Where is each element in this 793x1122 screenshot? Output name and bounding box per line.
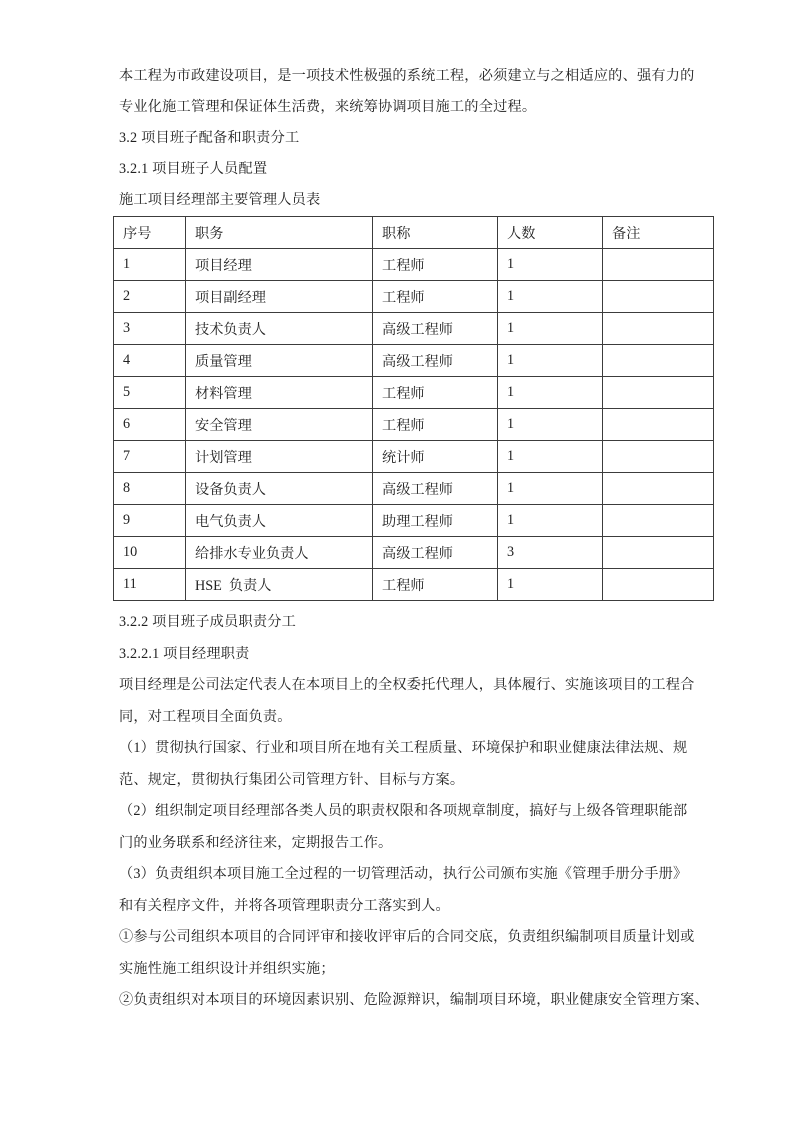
- table-cell: 工程师: [373, 281, 498, 313]
- table-cell: 高级工程师: [373, 345, 498, 377]
- table-row: [114, 441, 714, 473]
- table-cell: 11: [114, 569, 186, 601]
- table-cell: 设备负责人: [186, 473, 373, 505]
- table-cell: 计划管理: [186, 441, 373, 473]
- table-cell: 1: [498, 441, 603, 473]
- table-cell: [603, 441, 714, 473]
- table-header-cell: 职称: [373, 217, 498, 249]
- heading-line: 3.2.1 项目班子人员配置: [119, 161, 268, 177]
- table-cell: 10: [114, 537, 186, 569]
- table-cell: 工程师: [373, 569, 498, 601]
- table-row: [114, 313, 714, 345]
- table-cell: [603, 345, 714, 377]
- text-blocks-top: [0, 0, 793, 216]
- table-row: [114, 505, 714, 537]
- table-cell: [603, 473, 714, 505]
- table-cell: 电气负责人: [186, 505, 373, 537]
- table-cell: 4: [114, 345, 186, 377]
- table-cell: 1: [498, 473, 603, 505]
- heading-line: 3.2.2.1 项目经理职责: [119, 645, 250, 662]
- body-text-line: 本工程为市政建设项目，是一项技术性极强的系统工程，必须建立与之相适应的、强有力的: [119, 68, 695, 84]
- body-text-line: 施工项目经理部主要管理人员表: [119, 192, 321, 208]
- table-header-cell: 备注: [603, 217, 714, 249]
- body-text-line: ①参与公司组织本项目的合同评审和接收评审后的合同交底，负责组织编制项目质量计划或: [119, 929, 695, 945]
- body-text-line: 项目经理是公司法定代表人在本项目上的全权委托代理人，具体履行、实施该项目的工程合: [119, 677, 695, 693]
- table-cell: 2: [114, 281, 186, 313]
- table-cell: 项目经理: [186, 249, 373, 281]
- table-row: [114, 249, 714, 281]
- personnel-table: [113, 216, 714, 601]
- table-cell: 1: [498, 249, 603, 281]
- table-cell: 1: [498, 377, 603, 409]
- table-cell: 8: [114, 473, 186, 505]
- table-cell: 高级工程师: [373, 473, 498, 505]
- table-cell: 6: [114, 409, 186, 441]
- table-header-cell: 序号: [114, 217, 186, 249]
- table-cell: [603, 377, 714, 409]
- body-text-line: （3）负责组织本项目施工全过程的一切管理活动，执行公司颁布实施《管理手册分手册》: [119, 866, 688, 882]
- table-cell: 工程师: [373, 249, 498, 281]
- table-row: [114, 345, 714, 377]
- body-text-line: 同，对工程项目全面负责。: [119, 708, 292, 725]
- table-cell: [603, 249, 714, 281]
- table-cell: 3: [498, 537, 603, 569]
- table-cell: [603, 409, 714, 441]
- table-cell: 1: [498, 345, 603, 377]
- table-cell: 技术负责人: [186, 313, 373, 345]
- table-header-cell: 人数: [498, 217, 603, 249]
- table-cell: HSE 负责人: [186, 569, 373, 601]
- table-cell: 7: [114, 441, 186, 473]
- table-cell: [603, 313, 714, 345]
- table-cell: 1: [498, 281, 603, 313]
- body-text-line: （1）贯彻执行国家、行业和项目所在地有关工程质量、环境保护和职业健康法律法规、规: [119, 740, 688, 756]
- body-text-line: 专业化施工管理和保证体生活费，来统筹协调项目施工的全过程。: [119, 99, 537, 115]
- table-header-cell: 职务: [186, 217, 373, 249]
- heading-line: 3.2 项目班子配备和职责分工: [119, 130, 300, 146]
- table-cell: 1: [498, 409, 603, 441]
- table-cell: 9: [114, 505, 186, 537]
- table-cell: 3: [114, 313, 186, 345]
- heading-line: 3.2.2 项目班子成员职责分工: [119, 614, 296, 630]
- text-blocks-bottom: [0, 607, 793, 1017]
- table-cell: 1: [498, 505, 603, 537]
- table-row: [114, 537, 714, 569]
- table-row: [114, 473, 714, 505]
- table-cell: [603, 505, 714, 537]
- body-text-line: ②负责组织对本项目的环境因素识别、危险源辩识，编制项目环境，职业健康安全管理方案、: [119, 992, 709, 1008]
- table-cell: 高级工程师: [373, 537, 498, 569]
- table-cell: 统计师: [373, 441, 498, 473]
- table-cell: 助理工程师: [373, 505, 498, 537]
- table-cell: 高级工程师: [373, 313, 498, 345]
- table-row: [114, 281, 714, 313]
- table-cell: 1: [498, 569, 603, 601]
- table-cell: 工程师: [373, 409, 498, 441]
- body-text-line: 范、规定，贯彻执行集团公司管理方针、目标与方案。: [119, 771, 465, 788]
- table-row: [114, 569, 714, 601]
- table-row: [114, 409, 714, 441]
- table-cell: 5: [114, 377, 186, 409]
- table-cell: 工程师: [373, 377, 498, 409]
- body-text-line: 门的业务联系和经济往来，定期报告工作。: [119, 834, 393, 851]
- table-cell: 安全管理: [186, 409, 373, 441]
- table-cell: [603, 569, 714, 601]
- body-text-line: 实施性施工组织设计并组织实施；: [119, 960, 335, 977]
- table-cell: 1: [498, 313, 603, 345]
- table-cell: 项目副经理: [186, 281, 373, 313]
- table-row: [114, 377, 714, 409]
- table-cell: [603, 537, 714, 569]
- table-cell: 材料管理: [186, 377, 373, 409]
- body-text-line: （2）组织制定项目经理部各类人员的职责权限和各项规章制度，搞好与上级各管理职能部: [119, 803, 688, 819]
- table-cell: 1: [114, 249, 186, 281]
- table-cell: 给排水专业负责人: [186, 537, 373, 569]
- table-cell: [603, 281, 714, 313]
- table-cell: 质量管理: [186, 345, 373, 377]
- table-header-row: [114, 217, 714, 249]
- body-text-line: 和有关程序文件，并将各项管理职责分工落实到人。: [119, 897, 450, 914]
